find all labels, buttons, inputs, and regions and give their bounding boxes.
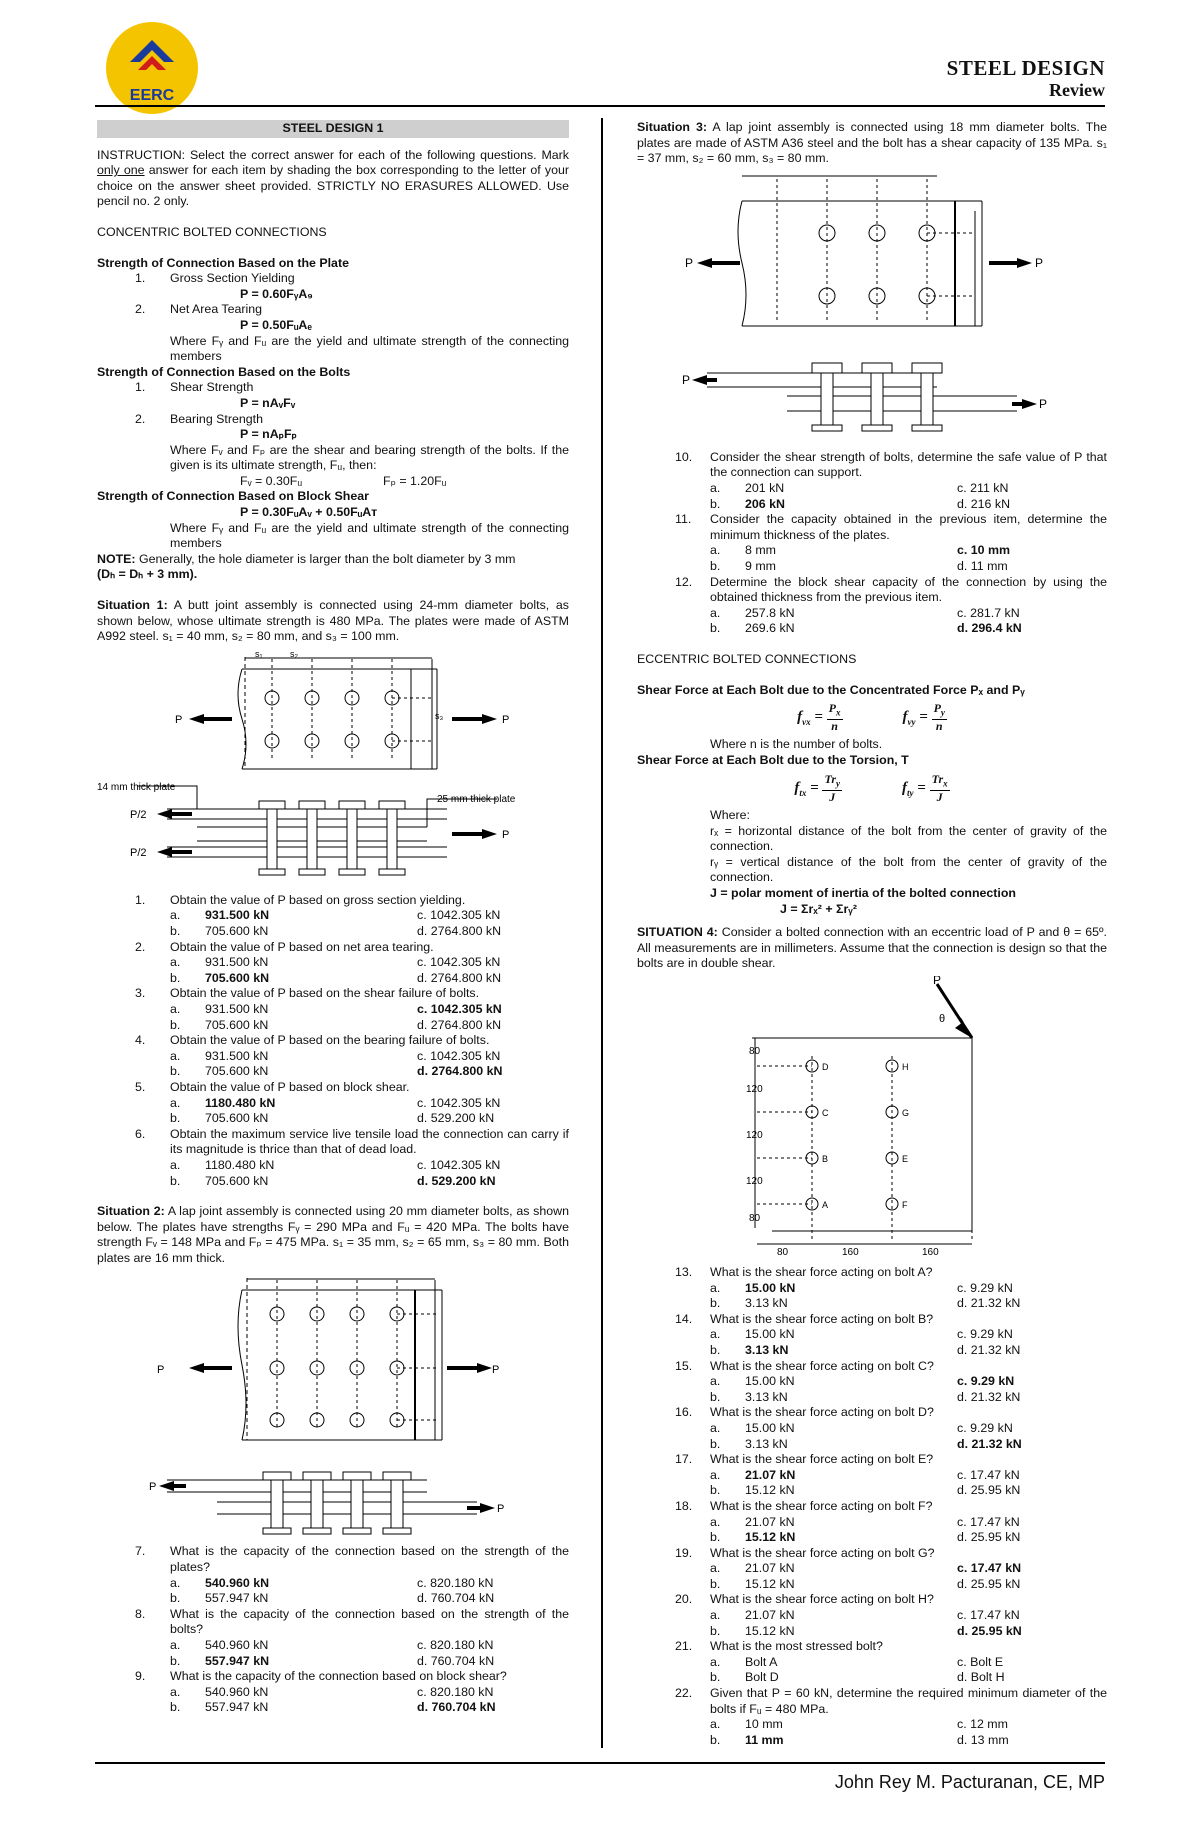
question-text: Determine the block shear capacity of the connection by using the obtained thickness from the previous item. (710, 574, 1107, 605)
situation-2-figure (97, 1270, 569, 1540)
choice-d: d. 25.95 kN (957, 1623, 1022, 1638)
choice-a: 931.500 kN (205, 908, 270, 923)
bolt-a: A (822, 1200, 829, 1210)
questions-situation-1 (97, 893, 569, 1189)
choice-d: d. 25.95 kN (957, 1530, 1021, 1545)
fig1-p-side: P (502, 828, 510, 841)
choice-c: c. 211 kN (957, 480, 1009, 495)
question-item: 1. Obtain the value of P based on gross section yielding. a. 931.500 kN c. 1042.305 kN b. 705.600 kN d. 2764.800 kN (97, 893, 569, 940)
choice-d: d. 760.704 kN (417, 1700, 496, 1715)
choice-c: c. 10 mm (957, 543, 1011, 558)
choice-d: d. 11 mm (957, 558, 1008, 573)
choice-a: 15.00 kN (745, 1280, 796, 1295)
fig4-theta: θ (939, 1013, 946, 1025)
where2: Where Fᵥ and Fₚ are the shear and bearing strength of the bolts. If the given is its ultimate strength, Fᵤ, then: (170, 442, 569, 473)
fig2-p-side-left: P (149, 1481, 157, 1494)
choice-a: Bolt A (745, 1654, 778, 1669)
choice-c: c. 17.47 kN (957, 1467, 1020, 1482)
header-rule (95, 105, 1105, 107)
torsion-heading: Shear Force at Each Bolt due to the Torsion, T (637, 753, 909, 768)
question-item: 16. What is the shear force acting on bolt D? a. 15.00 kN c. 9.29 kN b. 3.13 kN d. 21.32 kN (637, 1405, 1107, 1452)
choice-a: 15.00 kN (745, 1327, 795, 1342)
choice-c: c. 12 mm (957, 1717, 1008, 1732)
question-item: 9. What is the capacity of the connection based on block shear? a. 540.960 kN c. 820.180 kN b. 557.947 kN d. 760.704 kN (97, 1669, 569, 1716)
questions-situation-4 (637, 1265, 1107, 1748)
situation-2: Situation 2: A lap joint assembly is connected using 20 mm diameter bolts, as shown below. The plates have strengths Fᵧ = 290 MPa and Fᵤ = 420 MPa. The bolts have strength Fᵥ = 148 MPa and Fₚ = 475 MPa. s₁ = 35 mm, s₂ = 65 mm, s₃ = 80 mm. Both plates are 16 mm thick. (97, 1204, 569, 1265)
question-item: 19. What is the shear force acting on bolt G? a. 21.07 kN c. 17.47 kN b. 15.12 kN d. 25.95 kN (637, 1546, 1107, 1593)
bear-label: Bearing Strength (170, 411, 263, 426)
choice-d: d. 760.704 kN (417, 1591, 495, 1606)
instruction: INSTRUCTION: Select the correct answer for each of the following questions. Mark only one answer for each item by shading the box corresponding to the letter of your choice on the answer sheet provided. STRICTLY NO ERASURES ALLOWED. Use pencil no. 2 only. (97, 147, 569, 209)
choice-b: Bolt D (745, 1670, 779, 1685)
fig3-p-left: P (685, 255, 694, 270)
fig3-p-side-right: P (1039, 396, 1048, 411)
question-text: Obtain the value of P based on the shear failure of bolts. (170, 986, 480, 1001)
choice-a: 10 mm (745, 1717, 783, 1732)
footer-author: John Rey M. Pacturanan, CE, MP (834, 1772, 1105, 1792)
fig3-p-side-left: P (682, 372, 691, 387)
where-n: Where n is the number of bolts. (710, 737, 883, 752)
choice-a: 21.07 kN (745, 1608, 795, 1623)
question-item: 14. What is the shear force acting on bolt B? a. 15.00 kN c. 9.29 kN b. 3.13 kN d. 21.32 kN (637, 1312, 1107, 1359)
question-text: Obtain the value of P based on net area tearing. (170, 939, 434, 954)
torsion-equations: $f_{tx}$ = $\frac{Tr_y}{J}$ $f_{ty}$ = $\frac{Tr_x}{J}$ (794, 771, 948, 805)
choice-d: d. 216 kN (957, 496, 1011, 511)
choice-b: 705.600 kN (205, 1064, 269, 1079)
choice-d: d. 760.704 kN (417, 1653, 495, 1668)
fig1-plate25: 25 mm thick plate (437, 793, 516, 805)
question-text: Consider the capacity obtained in the previous item, determine the minimum thickness of the plates. (710, 512, 1107, 542)
choice-c: c. 820.180 kN (417, 1684, 494, 1699)
questions-situation-3 (637, 450, 1107, 637)
choice-c: c. 9.29 kN (957, 1280, 1013, 1295)
question-item: 11. Consider the capacity obtained in the previous item, determine the minimum thickness of the plates. a. 8 mm c. 10 mm b. 9 mm d. 11 mm (675, 512, 1107, 573)
where3: Where Fᵧ and Fᵤ are the yield and ultimate strength of the connecting members (170, 520, 569, 551)
choice-a: 1180.480 kN (205, 1095, 276, 1110)
where-label: Where: (710, 808, 750, 823)
choice-a: 21.07 kN (745, 1514, 795, 1529)
bolt-e: E (902, 1154, 909, 1164)
left-column: STEEL DESIGN 1 INSTRUCTION: Select the correct answer for each of the following questions. Mark only one answer for each item by shading the box corresponding to the letter of your choice on the answer sheet provided. STRICTLY NO ERASURES ALLOWED. Use pencil no. 2 only. CONCENTRIC BOLTED CONNECTIONS Strength of Connection Based on the Plate 1. Gross Section Yielding P = 0.60FᵧA₉ 2. Net Area Tearing P = 0.50FᵤAₑ Where Fᵧ and Fᵤ are the yield and ultimate strength of the connecting members Strength of Connection Based on the Bolts 1. Shear Strength P = nAᵥFᵥ 2. Bearing Strength P = nAₚFₚ Where Fᵥ and Fₚ are the shear and bearing strength of the bolts. If the given is its ultimate strength, Fᵤ, then: Fᵥ = 0.30Fᵤ Fₚ = 1.20Fᵤ Strength of Connection Based on Block Shear P = 0.30FᵤAᵥ + 0.50FᵤAᴛ Where Fᵧ and Fᵤ are the yield and ultimate strength of the connecting members NOTE: Generally, the hole diameter is larger than the bolt diameter by 3 mm (Dₕ = Dₕ + 3 mm). Situation 1: A butt joint assembly is connected using 24-mm diameter bolts, as shown below, whose ultimate strength is 480 MPa. The plates were made of ASTM A992 steel. s₁ = 40 mm, s₂ = 80 mm, and s₃ = 100 mm. P P s₁ s₂ s₃ 14 mm thick plate 25 mm thick plate P/2 P/2 P 1. Obtain the value of P based on gross section yielding. a. 931.500 kN c. 1042.305 kN b. 705.600 kN d. 2764.800 kN 2. Obtain the value of P based on net area tearing. a. 931.500 kN c. 1042.305 kN b. 705.600 kN d. 2764.800 kN 3. Obtain the value of P based on the shear failure of bolts. a. 931.500 kN c. 1042.305 kN b. 705.600 kN d. 2764.800 kN 4. Obtain the value of P based on the bearing failure of bolts. a. 931.500 kN c. 1042.305 kN b. 705.600 kN d. 2764.800 kN 5. Obtain the value of P based on block shear. a. 1180.480 kN c. 1042.305 kN b. 705.600 kN d. 529.200 kN 6. Obtain the maximum service live tensile load the connection can carry if its magnitude is thrice than that of dead load. a. 1180.480 kN c. 1042.305 kN b. 705.600 kN d. 529.200 kN Situation 2: A lap joint assembly is connected using 20 mm diameter bolts, as shown below. The plates have strengths Fᵧ = 290 MPa and Fᵤ = 420 MPa. The bolts have strength Fᵥ = 148 MPa and Fₚ = 475 MPa. s₁ = 35 mm, s₂ = 65 mm, s₃ = 80 mm. Both plates are 16 mm thick. P P P P 7. What is the capacity of the connection based on the strength of the plates? a. 540.960 kN c. 820.180 kN b. 557.947 kN d. 760.704 kN 8. What is the capacity of the connection based on the strength of the bolts? a. 540.960 kN c. 820.180 kN b. 557.947 kN d. 760.704 kN 9. What is the capacity of the connection based on block shear? a. 540.960 kN c. 820.180 kN b. 557.947 kN d. 760.704 kN (97, 121, 569, 1715)
j-def: J = polar moment of inertia of the bolted connection (710, 886, 1017, 901)
fig4-d80a: 80 (749, 1046, 761, 1057)
bolt-g: G (902, 1108, 910, 1118)
choice-c: c. 17.47 kN (957, 1514, 1020, 1529)
fig4-d120b: 120 (746, 1130, 763, 1141)
question-text: Obtain the value of P based on block shear. (170, 1079, 410, 1094)
j-eq: J = Σrₓ² + Σrᵧ² (780, 901, 857, 916)
choice-c: c. 820.180 kN (417, 1638, 494, 1653)
choice-a: 540.960 kN (205, 1575, 270, 1590)
question-item: 10. Consider the shear strength of bolts, determine the safe value of P that the connection can support. a. 201 kN c. 211 kN b. 206 kN d. 216 kN (675, 449, 1107, 511)
fig1-p2-bot: P/2 (130, 846, 147, 859)
choice-c: c. 17.47 kN (957, 1608, 1020, 1623)
fig1-s3: s₃ (435, 710, 444, 721)
question-text: What is the shear force acting on bolt A? (710, 1265, 933, 1279)
question-item: 15. What is the shear force acting on bolt C? a. 15.00 kN c. 9.29 kN b. 3.13 kN d. 21.32 kN (637, 1359, 1107, 1406)
bolt-h: H (902, 1062, 909, 1072)
choice-d: d. 21.32 kN (957, 1342, 1021, 1357)
choice-c: c. 1042.305 kN (417, 1157, 501, 1172)
choice-b: 15.12 kN (745, 1576, 795, 1591)
choice-c: c. 1042.305 kN (417, 1048, 501, 1063)
logo-text: EERC (129, 87, 175, 104)
question-text: What is the most stressed bolt? (710, 1639, 883, 1654)
question-text: Given that P = 60 kN, determine the required minimum diameter of the bolts if Fᵤ = 480 MPa. (710, 1686, 1107, 1716)
choice-d: d. 2764.800 kN (417, 970, 502, 985)
choice-b: 15.12 kN (745, 1530, 796, 1545)
block-eq: P = 0.30FᵤAᵥ + 0.50FᵤAᴛ (240, 505, 378, 520)
choice-d: d. 25.95 kN (957, 1576, 1021, 1591)
question-item: 18. What is the shear force acting on bolt F? a. 21.07 kN c. 17.47 kN b. 15.12 kN d. 25.95 kN (637, 1499, 1107, 1546)
fig4-h80: 80 (777, 1247, 789, 1258)
fig1-plate14: 14 mm thick plate (97, 781, 176, 793)
choice-d: d. 2764.800 kN (417, 1064, 503, 1079)
situation-1: Situation 1: A butt joint assembly is connected using 24-mm diameter bolts, as shown below, whose ultimate strength is 480 MPa. The plates were made of ASTM A992 steel. s₁ = 40 mm, s₂ = 80 mm, and s₃ = 100 mm. (97, 598, 569, 644)
choice-d: d. 25.95 kN (957, 1483, 1021, 1498)
choice-d: d. 2764.800 kN (417, 924, 502, 938)
choice-a: 931.500 kN (205, 1001, 269, 1016)
fig1-s1: s₁ (255, 648, 263, 659)
gross-label: Gross Section Yielding (170, 271, 295, 286)
question-text: Obtain the maximum service live tensile load the connection can carry if its magnitude is thrice than that of dead load. (170, 1126, 569, 1157)
choice-b: 15.12 kN (745, 1623, 795, 1638)
concentric-heading: CONCENTRIC BOLTED CONNECTIONS (97, 224, 327, 239)
choice-b: 705.600 kN (205, 1017, 269, 1032)
rx-def: rₓ = horizontal distance of the bolt from the center of gravity of the connection. (710, 823, 1107, 854)
fig4-h160a: 160 (842, 1247, 859, 1258)
fig2-p-left: P (157, 1364, 165, 1377)
block-heading: Strength of Connection Based on Block Shear (97, 489, 369, 504)
bolt-f: F (902, 1200, 908, 1210)
bolt-d: D (822, 1062, 829, 1072)
question-text: What is the shear force acting on bolt D? (710, 1405, 934, 1420)
question-text: What is the shear force acting on bolt G? (710, 1545, 935, 1560)
question-item: 22. Given that P = 60 kN, determine the required minimum diameter of the bolts if Fᵤ = 480 MPa. a. 10 mm c. 12 mm b. 11 mm d. 13 mm (675, 1686, 1107, 1747)
choice-b: 557.947 kN (205, 1653, 270, 1668)
questions-situation-2 (97, 1544, 569, 1716)
net-label: Net Area Tearing (170, 302, 263, 317)
choice-a: 931.500 kN (205, 955, 269, 970)
choice-c: c. Bolt E (957, 1654, 1004, 1669)
choice-a: 15.00 kN (745, 1420, 795, 1435)
shear-label: Shear Strength (170, 380, 254, 395)
choice-b: 269.6 kN (745, 621, 795, 636)
header-subtitle: Review (1049, 80, 1105, 100)
bolt-b: B (822, 1154, 829, 1164)
question-text: What is the shear force acting on bolt H? (710, 1592, 934, 1607)
note: NOTE: Generally, the hole diameter is larger than the bolt diameter by 3 mm (97, 551, 516, 566)
section-bar: STEEL DESIGN 1 (97, 120, 569, 138)
question-text: Obtain the value of P based on gross section yielding. (170, 892, 466, 907)
bolt-heading: Strength of Connection Based on the Bolts (97, 364, 351, 379)
fig2-p-side-right: P (497, 1503, 505, 1516)
plate-heading: Strength of Connection Based on the Plate (97, 255, 349, 270)
question-item: 12. Determine the block shear capacity of the connection by using the obtained thickness from the previous item. a. 257.8 kN c. 281.7 kN b. 269.6 kN d. 296.4 kN (675, 574, 1107, 636)
situation-1-figure (97, 649, 569, 889)
question-text: What is the shear force acting on bolt E? (710, 1452, 934, 1467)
choice-a: 15.00 kN (745, 1374, 795, 1389)
choice-d: d. 529.200 kN (417, 1111, 495, 1126)
choice-c: c. 1042.305 kN (417, 1001, 502, 1016)
question-text: What is the shear force acting on bolt F? (710, 1498, 933, 1513)
right-column (637, 120, 1107, 1748)
gross-eq: P = 0.60FᵧA₉ (240, 286, 313, 301)
choice-d: d. 2764.800 kN (417, 1017, 502, 1032)
choice-c: c. 9.29 kN (957, 1420, 1013, 1435)
choice-b: 705.600 kN (205, 1111, 269, 1126)
question-item: 6. Obtain the maximum service live tensile load the connection can carry if its magnitude is thrice than that of dead load. a. 1180.480 kN c. 1042.305 kN b. 705.600 kN d. 529.200 kN (135, 1126, 569, 1188)
choice-b: 3.13 kN (745, 1436, 788, 1451)
where1: Where Fᵧ and Fᵤ are the yield and ultimate strength of the connecting members (170, 333, 569, 364)
choice-d: d. 13 mm (957, 1732, 1009, 1747)
choice-a: 21.07 kN (745, 1467, 796, 1482)
footer-rule (95, 1762, 1105, 1764)
situation-4: SITUATION 4: Consider a bolted connection with an eccentric load of P and θ = 65º. All measurements are in millimeters. Assume that the connection is design so that the bolts are in double shear. (637, 925, 1107, 971)
header-title: STEEL DESIGN (946, 56, 1105, 80)
fig4-d120a: 120 (746, 1084, 763, 1095)
choice-b: 3.13 kN (745, 1296, 788, 1311)
fig1-p2-top: P/2 (130, 808, 147, 821)
choice-b: 15.12 kN (745, 1483, 795, 1498)
choice-c: c. 281.7 kN (957, 605, 1020, 620)
choice-d: d. 296.4 kN (957, 621, 1022, 636)
choice-a: 21.07 kN (745, 1561, 795, 1576)
conc-heading: Shear Force at Each Bolt due to the Concentrated Force Pₓ and Pᵧ (637, 682, 1025, 697)
question-item: 13. What is the shear force acting on bolt A? a. 15.00 kN c. 9.29 kN b. 3.13 kN d. 21.32 kN (637, 1265, 1107, 1312)
choice-b: 206 kN (745, 496, 785, 511)
eerc-logo (100, 20, 212, 116)
fp-eq: Fₚ = 1.20Fᵤ (383, 473, 447, 488)
column-divider (601, 118, 603, 1748)
bolt-c: C (822, 1108, 829, 1118)
choice-b: 557.947 kN (205, 1591, 269, 1606)
question-text: What is the capacity of the connection based on block shear? (170, 1669, 507, 1684)
fig4-p: P (933, 976, 942, 987)
choice-c: c. 1042.305 kN (417, 1095, 501, 1110)
choice-a: 540.960 kN (205, 1638, 269, 1653)
choice-c: c. 1042.305 kN (417, 908, 501, 923)
choice-a: 1180.480 kN (205, 1157, 275, 1172)
question-item: 8. What is the capacity of the connection based on the strength of the bolts? a. 540.960 kN c. 820.180 kN b. 557.947 kN d. 760.704 kN (135, 1606, 569, 1668)
conc-equations: $f_{vx}$ = $\frac{P_x}{n}$ $f_{vy}$ = $\frac{P_y}{n}$ (797, 701, 945, 734)
fv-eq: Fᵥ = 0.30Fᵤ (240, 473, 303, 488)
choice-b: 3.13 kN (745, 1389, 788, 1404)
question-item: 17. What is the shear force acting on bolt E? a. 21.07 kN c. 17.47 kN b. 15.12 kN d. 25.95 kN (637, 1452, 1107, 1499)
choice-a: 8 mm (745, 543, 776, 558)
choice-b: 705.600 kN (205, 970, 270, 985)
choice-a: 257.8 kN (745, 605, 795, 620)
bear-eq: P = nAₚFₚ (240, 427, 297, 442)
situation-4-figure (637, 976, 1107, 1261)
choice-c: c. 820.180 kN (417, 1575, 494, 1590)
fig4-d80b: 80 (749, 1213, 761, 1224)
question-item: 5. Obtain the value of P based on block shear. a. 1180.480 kN c. 1042.305 kN b. 705.600 kN d. 529.200 kN (97, 1080, 569, 1127)
choice-d: d. 21.32 kN (957, 1436, 1022, 1451)
question-item: 20. What is the shear force acting on bolt H? a. 21.07 kN c. 17.47 kN b. 15.12 kN d. 25.95 kN (637, 1592, 1107, 1639)
choice-b: 705.600 kN (205, 1173, 269, 1188)
fig1-p-right: P (502, 713, 510, 726)
question-item: 7. What is the capacity of the connection based on the strength of the plates? a. 540.960 kN c. 820.180 kN b. 557.947 kN d. 760.704 kN (135, 1544, 569, 1606)
note-eq: (Dₕ = Dₕ + 3 mm). (97, 567, 198, 582)
choice-b: 557.947 kN (205, 1700, 269, 1715)
situation-3-figure (637, 171, 1107, 446)
choice-d: d. 21.32 kN (957, 1296, 1021, 1311)
situation-3: Situation 3: A lap joint assembly is connected using 18 mm diameter bolts. The plates are made of ASTM A36 steel and the bolt has a shear capacity of 135 MPa. s₁ = 37 mm, s₂ = 60 mm, s₃ = 80 mm. (637, 120, 1107, 166)
choice-b: 3.13 kN (745, 1342, 789, 1357)
question-text: Consider the shear strength of bolts, determine the safe value of P that the connection can support. (710, 449, 1107, 480)
fig3-p-right: P (1035, 255, 1044, 270)
shear-eq: P = nAᵥFᵥ (240, 395, 296, 410)
choice-b: 11 mm (745, 1732, 784, 1747)
question-item: 2. Obtain the value of P based on net area tearing. a. 931.500 kN c. 1042.305 kN b. 705.600 kN d. 2764.800 kN (97, 940, 569, 987)
eccentric-heading: ECCENTRIC BOLTED CONNECTIONS (637, 651, 857, 666)
question-text: What is the shear force acting on bolt B? (710, 1311, 934, 1326)
fig1-p-left: P (175, 713, 183, 726)
fig2-p-right: P (492, 1364, 500, 1377)
question-text: What is the shear force acting on bolt C? (710, 1358, 934, 1373)
choice-c: c. 9.29 kN (957, 1327, 1013, 1342)
question-text: What is the capacity of the connection based on the strength of the plates? (170, 1544, 569, 1575)
fig4-d120c: 120 (746, 1176, 763, 1187)
choice-c: c. 17.47 kN (957, 1561, 1022, 1576)
ry-def: rᵧ = vertical distance of the bolt from the center of gravity of the connection. (710, 854, 1107, 885)
fig4-h160b: 160 (922, 1247, 939, 1258)
choice-c: c. 9.29 kN (957, 1374, 1015, 1389)
choice-a: 540.960 kN (205, 1684, 269, 1699)
question-item: 4. Obtain the value of P based on the bearing failure of bolts. a. 931.500 kN c. 1042.305 kN b. 705.600 kN d. 2764.800 kN (97, 1033, 569, 1080)
choice-d: d. 529.200 kN (417, 1173, 496, 1188)
question-item: 21. What is the most stressed bolt? a. Bolt A c. Bolt E b. Bolt D d. Bolt H (637, 1639, 1107, 1686)
choice-a: 201 kN (745, 480, 785, 495)
question-item: 3. Obtain the value of P based on the shear failure of bolts. a. 931.500 kN c. 1042.305 kN b. 705.600 kN d. 2764.800 kN (97, 986, 569, 1033)
choice-d: d. Bolt H (957, 1670, 1005, 1685)
question-text: Obtain the value of P based on the bearing failure of bolts. (170, 1033, 490, 1048)
choice-b: 705.600 kN (205, 924, 269, 938)
choice-b: 9 mm (745, 558, 776, 573)
fig1-s2: s₂ (290, 648, 298, 659)
net-eq: P = 0.50FᵤAₑ (240, 317, 313, 332)
choice-c: c. 1042.305 kN (417, 955, 501, 970)
choice-a: 931.500 kN (205, 1048, 269, 1063)
question-text: What is the capacity of the connection based on the strength of the bolts? (170, 1606, 569, 1637)
choice-d: d. 21.32 kN (957, 1389, 1021, 1404)
